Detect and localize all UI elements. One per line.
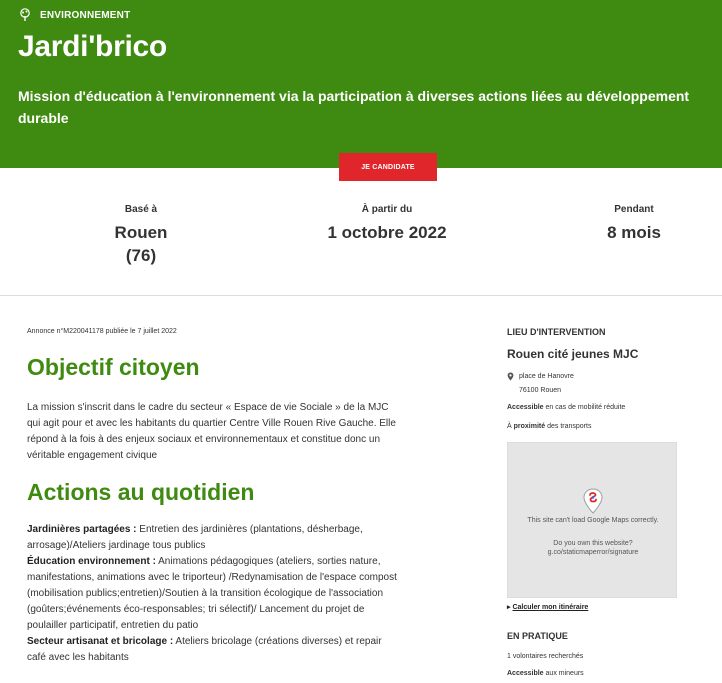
address-street: place de Hanovre: [519, 373, 574, 380]
practice-heading: EN PRATIQUE: [507, 631, 568, 641]
action-title: Secteur artisanat et bricolage :: [27, 636, 174, 647]
accessibility-info: [507, 404, 625, 411]
category-text: ENVIRONNEMENT: [40, 9, 131, 21]
objective-text: La mission s'inscrit dans le cadre du secteur « Espace de vie Sociale » de la MJC qui agit pour et avec les habitants du quartier Centre Ville Rouen Rive Gauche. Elle répond à la fois à des enjeux sociaux et environnementaux et constitue donc un véritable engagement civique: [27, 402, 396, 461]
duration-value: 8 mois: [607, 223, 661, 242]
location-dept: (76): [125, 246, 157, 265]
location-value: [91, 221, 191, 267]
map-panel[interactable]: [507, 442, 677, 598]
map-error-icon: [582, 488, 604, 514]
action-text: Entretien des jardinières (plantations, désherbage, arrosage)/Ateliers jardinage tous publics: [27, 524, 363, 551]
map-error-link[interactable]: g.co/staticmaperror/signature: [547, 549, 639, 556]
minors-bold: Accessible: [507, 670, 544, 677]
actions-heading: Actions au quotidien: [27, 479, 255, 505]
map-question: Do you own this website?: [553, 540, 633, 547]
category-label: [18, 8, 130, 22]
tree-icon: [18, 8, 32, 22]
accessibility-bold: Accessible: [507, 404, 544, 411]
route-link[interactable]: [507, 603, 588, 611]
mission-key-info: [0, 168, 722, 296]
apply-button[interactable]: JE CANDIDATE: [339, 153, 437, 181]
map-error-help: [508, 539, 678, 557]
action-title: Jardinières partagées :: [27, 524, 137, 535]
location-info: [91, 204, 191, 267]
announcement-reference: Annonce n°M220041178 publiée le 7 juillet 2022: [27, 328, 177, 335]
duration-label: Pendant: [614, 204, 654, 215]
transport-rest: des transports: [545, 423, 592, 430]
mission-title: Jardi'brico: [18, 30, 167, 63]
start-date-value: 1 octobre 2022: [327, 223, 447, 242]
mission-description: Mission d'éducation à l'environnement via la participation à diverses actions liées au développement durable: [18, 88, 690, 126]
location-city: Rouen: [114, 223, 168, 242]
objective-heading: Objectif citoyen: [27, 354, 200, 380]
location-pin-icon: [507, 372, 514, 381]
action-text: Animations pédagogiques (ateliers, sorties nature, manifestations, animations avec le triporteur) /Redynamisation de l'espace compost (mobilisation publics;entretien)/Soutien à la transition écologique de l'association (goûters;événements éco-responsables; tri sélectif)/ Lancement du projet de poulailler participatif, entretien du patio: [27, 556, 397, 631]
action-title: Éducation environnement :: [27, 556, 156, 567]
duration-info: [574, 204, 694, 244]
minors-info: [507, 670, 584, 677]
map-error-message: This site can't load Google Maps correctly.: [527, 517, 659, 524]
actions-list: [27, 522, 402, 666]
start-date-info: [287, 204, 487, 244]
start-date-label: À partir du: [361, 204, 413, 215]
transport-info: [507, 423, 591, 430]
transport-prefix: À: [507, 423, 514, 430]
transport-bold: proximité: [513, 423, 546, 430]
action-text: Ateliers bricolage (créations diverses) et repair café avec les habitants: [27, 636, 382, 663]
location-heading: LIEU D'INTERVENTION: [507, 327, 606, 337]
address-city: 76100 Rouen: [519, 387, 562, 394]
location-label: Basé à: [124, 204, 158, 215]
minors-rest: aux mineurs: [543, 670, 584, 677]
mission-header: [0, 0, 722, 168]
play-arrow-icon: ▸: [507, 604, 513, 611]
accessibility-rest: en cas de mobilité réduite: [543, 404, 626, 411]
volunteers-count: 1 volontaires recherchés: [507, 653, 584, 660]
place-name: Rouen cité jeunes MJC: [507, 347, 639, 361]
route-link-label: Calculer mon itinéraire: [512, 604, 589, 611]
